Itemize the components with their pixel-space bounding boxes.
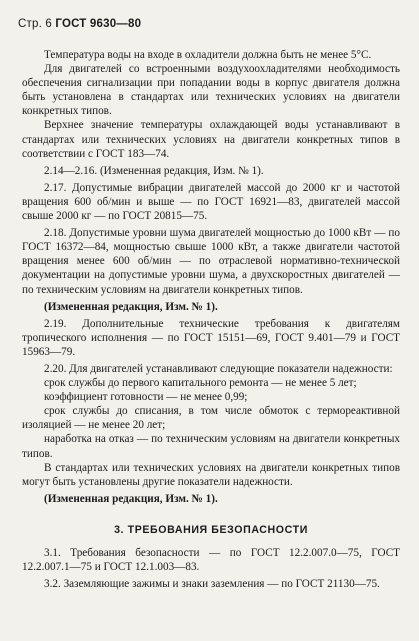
paragraph-2-14-2-16: 2.14—2.16. (Измененная редакция, Изм. № 1). xyxy=(44,164,264,177)
amendment-note: (Измененная редакция, Изм. № 1). xyxy=(44,300,218,313)
page-content xyxy=(22,48,400,591)
paragraph-2-17: 2.17. Допустимые вибрации двигателей массой до 2000 кг и частотой вращения 600 об/мин и выше — по ГОСТ 16921—83, двигателей массой свыше 2000 кг — по ГОСТ 20815—75. xyxy=(22,181,400,223)
reliability-item: коэффициент готовности — не менее 0,99; xyxy=(44,391,248,404)
paragraph-water-temperature: Температура воды на входе в охладители должна быть не менее 5°С. xyxy=(44,49,372,61)
reliability-item: срок службы до списания, в том числе обмоток с термореактивной изоляцией — не менее 20 лет; xyxy=(22,405,400,432)
reliability-item: наработка на отказ — по техническим условиям на двигатели конкретных типов. xyxy=(22,433,400,460)
page-header xyxy=(18,18,141,30)
paragraph-2-19: 2.19. Дополнительные технические требования к двигателям тропического исполнения — по ГОСТ 15151—69, ГОСТ 9.401—79 и ГОСТ 15963—79. xyxy=(22,317,400,358)
paragraph-3-1: 3.1. Требования безопасности — по ГОСТ 12.2.007.0—75, ГОСТ 12.2.007.1—75 и ГОСТ 12.1.003—83. xyxy=(22,546,400,573)
standard-code: ГОСТ 9630—80 xyxy=(55,18,142,30)
paragraph-2-18: 2.18. Допустимые уровни шума двигателей мощностью до 1000 кВт — по ГОСТ 16372—84, мощностью свыше 1000 кВт, а также двигатели частотой вращения менее 600 об/мин — по отраслевой нормативно-технической документации на допустимые уровни шума, а двухскоростных двигателей — по техническим условиям на двигатели конкретных типов. xyxy=(22,227,400,296)
paragraph-air-coolers: Для двигателей со встроенными воздухоохладителями необходимость обеспечения сигнализации при попадании воды в корпус двигателя должна быть установлена в стандартах или технических условиях на двигатели конкретных типов. xyxy=(22,63,400,118)
reliability-item: срок службы до первого капитального ремонта — не менее 5 лет; xyxy=(44,377,357,390)
paragraph-upper-temperature: Верхнее значение температуры охлаждающей воды устанавливают в стандартах или технических условиях на двигатели конкретных типов в соответствии с ГОСТ 183—74. xyxy=(22,119,400,160)
amendment-note: (Измененная редакция, Изм. № 1). xyxy=(44,492,218,505)
paragraph-other-indicators: В стандартах или технических условиях на двигатели конкретных типов могут быть установлены другие показатели надежности. xyxy=(22,461,400,488)
paragraph-2-20: 2.20. Для двигателей устанавливают следующие показатели надежности: xyxy=(44,362,393,375)
section-title: 3. ТРЕБОВАНИЯ БЕЗОПАСНОСТИ xyxy=(114,523,308,536)
page-number: Стр. 6 xyxy=(18,18,52,30)
paragraph-3-2: 3.2. Заземляющие зажимы и знаки заземления — по ГОСТ 21130—75. xyxy=(44,578,380,591)
